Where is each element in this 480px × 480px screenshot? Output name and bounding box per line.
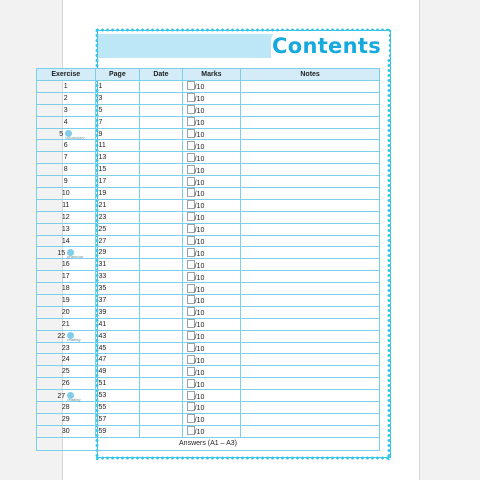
marks-out-of: /10 [194,357,205,365]
marks-cell [182,247,241,259]
table-row [37,140,380,152]
notes-cell[interactable] [241,295,380,307]
notes-cell[interactable] [241,330,380,342]
notes-cell[interactable] [241,378,380,390]
marks-input-box[interactable] [187,260,195,269]
page-number: 21 [95,199,140,211]
date-cell[interactable] [140,211,182,223]
skill-badge-icon [67,392,81,402]
marks-input-box[interactable] [187,355,195,364]
marks-out-of: /10 [194,417,205,425]
marks-input-box[interactable] [187,93,195,102]
date-cell[interactable] [140,199,182,211]
marks-out-of: /10 [194,108,205,116]
date-cell[interactable] [140,188,182,200]
exercise-number [37,413,96,425]
marks-input-box[interactable] [187,379,195,388]
date-cell[interactable] [140,378,182,390]
page-number: 23 [95,211,140,223]
page-number: 35 [95,283,140,295]
skill-badge-label: vocabulary [65,135,85,140]
table-row [37,318,380,330]
date-cell[interactable] [140,306,182,318]
marks-out-of: /10 [194,286,205,294]
exercise-number-text: 30 [61,427,70,435]
table-row [37,104,380,116]
date-cell[interactable] [140,425,182,437]
contents-table [36,68,380,451]
exercise-number [37,116,96,128]
marks-cell [182,259,241,271]
column-header-exercise: Exercise [37,69,96,81]
marks-input-box[interactable] [187,402,195,411]
exercise-number-text: 19 [61,296,70,304]
table-row [37,211,380,223]
marks-out-of: /10 [194,215,205,223]
page-number: 41 [95,318,140,330]
exercise-number-text: 1 [63,82,68,90]
page-number: 59 [95,425,140,437]
marks-input-box[interactable] [187,414,195,423]
exercise-number [37,283,96,295]
exercise-number [37,366,96,378]
exercise-number-text: 23 [61,344,70,352]
date-cell[interactable] [140,283,182,295]
date-cell[interactable] [140,318,182,330]
notes-cell[interactable] [241,188,380,200]
table-row [37,116,380,128]
marks-cell [182,140,241,152]
date-cell[interactable] [140,259,182,271]
marks-out-of: /10 [194,369,205,377]
table-row [37,92,380,104]
notes-cell[interactable] [241,152,380,164]
page-number: 45 [95,342,140,354]
marks-cell [182,188,241,200]
marks-input-box[interactable] [187,367,195,376]
marks-input-box[interactable] [187,165,195,174]
notes-cell[interactable] [241,176,380,188]
exercise-number [37,259,96,271]
exercise-number [37,128,96,140]
page-number: 25 [95,223,140,235]
page-number: 43 [95,330,140,342]
exercise-number [37,378,96,390]
notes-cell[interactable] [241,402,380,414]
table-row [37,283,380,295]
marks-out-of: /10 [194,84,205,92]
marks-cell [182,378,241,390]
notes-cell[interactable] [241,92,380,104]
exercise-number-text: 14 [61,237,70,245]
marks-out-of: /10 [194,143,205,151]
table-body [37,81,380,438]
date-cell[interactable] [140,81,182,93]
exercise-number-text: 18 [61,285,70,293]
marks-cell [182,223,241,235]
exercise-number-text: 7 [63,154,68,162]
marks-input-box[interactable] [187,105,195,114]
date-cell[interactable] [140,330,182,342]
page-number: 55 [95,402,140,414]
marks-input-box[interactable] [187,319,195,328]
notes-cell[interactable] [241,247,380,259]
marks-input-box[interactable] [187,284,195,293]
marks-cell [182,176,241,188]
exercise-number [37,164,96,176]
marks-input-box[interactable] [187,224,195,233]
marks-input-box[interactable] [187,212,195,221]
page-title: Contents [272,34,381,58]
marks-out-of: /10 [194,322,205,330]
marks-cell [182,271,241,283]
notes-cell[interactable] [241,81,380,93]
exercise-number-text: 17 [61,273,70,281]
page-number: 27 [95,235,140,247]
table-row [37,199,380,211]
page-number: 9 [95,128,140,140]
date-cell[interactable] [140,152,182,164]
table-row [37,128,380,140]
marks-out-of: /10 [194,179,205,187]
marks-input-box[interactable] [187,177,195,186]
column-header-date: Date [140,69,182,81]
marks-out-of: /10 [194,203,205,211]
exercise-number [37,81,96,93]
page-number: 1 [95,81,140,93]
page-number: 31 [95,259,140,271]
notes-cell[interactable] [241,318,380,330]
date-cell[interactable] [140,354,182,366]
page-number: 15 [95,164,140,176]
notes-cell[interactable] [241,390,380,402]
exercise-number [37,390,96,402]
notes-cell[interactable] [241,223,380,235]
skill-badge-label: grammar [67,253,84,259]
column-header-page: Page [95,69,140,81]
date-cell[interactable] [140,413,182,425]
marks-cell [182,211,241,223]
date-cell[interactable] [140,104,182,116]
page-number: 11 [95,140,140,152]
table-row [37,259,380,271]
page-number: 5 [95,104,140,116]
table-row [37,402,380,414]
exercise-number [37,306,96,318]
notes-cell[interactable] [241,271,380,283]
exercise-number [37,402,96,414]
marks-cell [182,283,241,295]
notes-cell[interactable] [241,259,380,271]
skill-badge-icon [65,130,85,140]
table-row [37,295,380,307]
marks-cell [182,342,241,354]
page-number: 19 [95,188,140,200]
table-row [37,152,380,164]
exercise-number [37,211,96,223]
title-tab [271,31,389,59]
marks-cell [182,116,241,128]
table-row [37,330,380,342]
marks-cell [182,104,241,116]
marks-out-of: /10 [194,405,205,413]
exercise-number-text: 21 [61,320,70,328]
date-cell[interactable] [140,223,182,235]
date-cell[interactable] [140,295,182,307]
exercise-number [37,188,96,200]
table-row [37,342,380,354]
exercise-number-text: 12 [61,213,70,221]
exercise-number-text: 10 [61,189,70,197]
exercise-number-text: 25 [61,368,70,376]
marks-out-of: /10 [194,227,205,235]
exercise-number [37,223,96,235]
marks-out-of: /10 [194,155,205,163]
page-number: 37 [95,295,140,307]
exercise-number-text: 29 [61,415,70,423]
table-row [37,188,380,200]
marks-out-of: /10 [194,346,205,354]
marks-input-box[interactable] [187,331,195,340]
table-row [37,235,380,247]
table-row [37,164,380,176]
marks-out-of: /10 [194,191,205,199]
exercise-number-text: 11 [62,201,70,209]
marks-cell [182,402,241,414]
table-row [37,81,380,93]
page-number: 29 [95,247,140,259]
page-number: 7 [95,116,140,128]
page-number: 57 [95,413,140,425]
notes-cell[interactable] [241,128,380,140]
exercise-number-text: 15 [57,249,66,257]
exercise-number [37,354,96,366]
marks-input-box[interactable] [187,248,195,257]
page-number: 3 [95,92,140,104]
exercise-number [37,235,96,247]
table-row [37,306,380,318]
table-row [37,354,380,366]
marks-input-box[interactable] [187,426,195,435]
date-cell[interactable] [140,176,182,188]
exercise-number-text: 13 [61,225,70,233]
marks-input-box[interactable] [187,117,195,126]
skill-badge-label: reading [67,396,81,402]
marks-input-box[interactable] [187,200,195,209]
exercise-number [37,140,96,152]
date-cell[interactable] [140,116,182,128]
exercise-number [37,318,96,330]
table-row [37,390,380,402]
column-header-notes: Notes [241,69,380,81]
exercise-number [37,330,96,342]
notes-cell[interactable] [241,366,380,378]
table-row [37,425,380,437]
column-header-marks: Marks [182,69,241,81]
date-cell[interactable] [140,271,182,283]
marks-input-box[interactable] [187,141,195,150]
marks-cell [182,164,241,176]
marks-out-of: /10 [194,429,205,437]
marks-input-box[interactable] [187,307,195,316]
exercise-number [37,92,96,104]
notes-cell[interactable] [241,211,380,223]
notes-cell[interactable] [241,354,380,366]
marks-out-of: /10 [194,96,205,104]
notes-cell[interactable] [241,164,380,176]
marks-cell [182,235,241,247]
notes-cell[interactable] [241,413,380,425]
page-number: 13 [95,152,140,164]
skill-badge-icon [67,332,81,343]
marks-out-of: /10 [194,120,205,128]
marks-cell [182,354,241,366]
date-cell[interactable] [140,235,182,247]
marks-input-box[interactable] [187,272,195,281]
exercise-number-text: 9 [63,178,68,186]
date-cell[interactable] [140,164,182,176]
notes-cell[interactable] [241,425,380,437]
date-cell[interactable] [140,366,182,378]
marks-cell [182,199,241,211]
marks-out-of: /10 [194,334,205,342]
marks-cell [182,81,241,93]
page-number: 39 [95,306,140,318]
marks-cell [182,306,241,318]
skill-badge-icon [67,249,84,259]
page-number: 33 [95,271,140,283]
exercise-number [37,425,96,437]
marks-input-box[interactable] [187,295,195,304]
exercise-number-text: 3 [63,106,68,114]
exercise-number-text: 6 [63,142,68,150]
date-cell[interactable] [140,140,182,152]
page-number: 47 [95,354,140,366]
exercise-number [37,104,96,116]
exercise-number-text: 24 [61,356,70,364]
marks-input-box[interactable] [187,236,195,245]
marks-cell [182,390,241,402]
marks-cell [182,92,241,104]
page-number: 51 [95,378,140,390]
exercise-number-text: 28 [61,403,70,411]
table-row [37,271,380,283]
exercise-number-text: 2 [63,94,68,102]
marks-input-box[interactable] [187,391,195,400]
exercise-number [37,176,96,188]
date-cell[interactable] [140,402,182,414]
page-number: 53 [95,390,140,402]
notes-cell[interactable] [241,235,380,247]
table-row [37,223,380,235]
notes-cell[interactable] [241,199,380,211]
exercise-number [37,271,96,283]
table-row [37,413,380,425]
exercise-number-text: 4 [63,118,68,126]
date-cell[interactable] [140,390,182,402]
notes-cell[interactable] [241,104,380,116]
date-cell[interactable] [140,342,182,354]
answers-label: Answers (A1 – A3) [37,437,380,450]
marks-input-box[interactable] [187,153,195,162]
table-row [37,176,380,188]
table-row [37,247,380,259]
exercise-number-text: 20 [61,308,70,316]
notes-cell[interactable] [241,283,380,295]
notes-cell[interactable] [241,342,380,354]
marks-input-box[interactable] [187,81,195,90]
marks-input-box[interactable] [187,188,195,197]
page-number: 49 [95,366,140,378]
marks-out-of: /10 [194,132,205,139]
exercise-number-text: 27 [57,392,66,400]
marks-cell [182,425,241,437]
notes-cell[interactable] [241,116,380,128]
marks-cell [182,318,241,330]
marks-out-of: /10 [194,250,205,258]
marks-out-of: /10 [194,393,205,401]
marks-cell [182,295,241,307]
date-cell[interactable] [140,92,182,104]
exercise-number [37,295,96,307]
exercise-number [37,152,96,164]
exercise-number-text: 22 [57,333,66,341]
marks-cell [182,366,241,378]
page-number: 17 [95,176,140,188]
marks-input-box[interactable] [187,129,195,138]
answers-row [37,437,380,450]
marks-out-of: /10 [194,239,205,247]
exercise-number-text: 8 [63,166,68,174]
exercise-number [37,199,96,211]
exercise-number-text: 16 [61,261,70,269]
table-row [37,378,380,390]
marks-out-of: /10 [194,167,205,175]
marks-cell [182,128,241,140]
marks-out-of: /10 [194,262,205,270]
exercise-number [37,247,96,259]
date-cell[interactable] [140,247,182,259]
notes-cell[interactable] [241,306,380,318]
exercise-number-text: 26 [61,380,70,388]
marks-cell [182,152,241,164]
marks-out-of: /10 [194,274,205,282]
marks-out-of: /10 [194,310,205,318]
exercise-number-text: 5 [59,131,64,138]
marks-cell [182,330,241,342]
exercise-number [37,342,96,354]
table-row [37,366,380,378]
skill-badge-label: reading [67,337,81,343]
marks-out-of: /10 [194,381,205,389]
marks-input-box[interactable] [187,343,195,352]
date-cell[interactable] [140,128,182,140]
marks-out-of: /10 [194,298,205,306]
table-header-row [37,69,380,81]
notes-cell[interactable] [241,140,380,152]
marks-cell [182,413,241,425]
